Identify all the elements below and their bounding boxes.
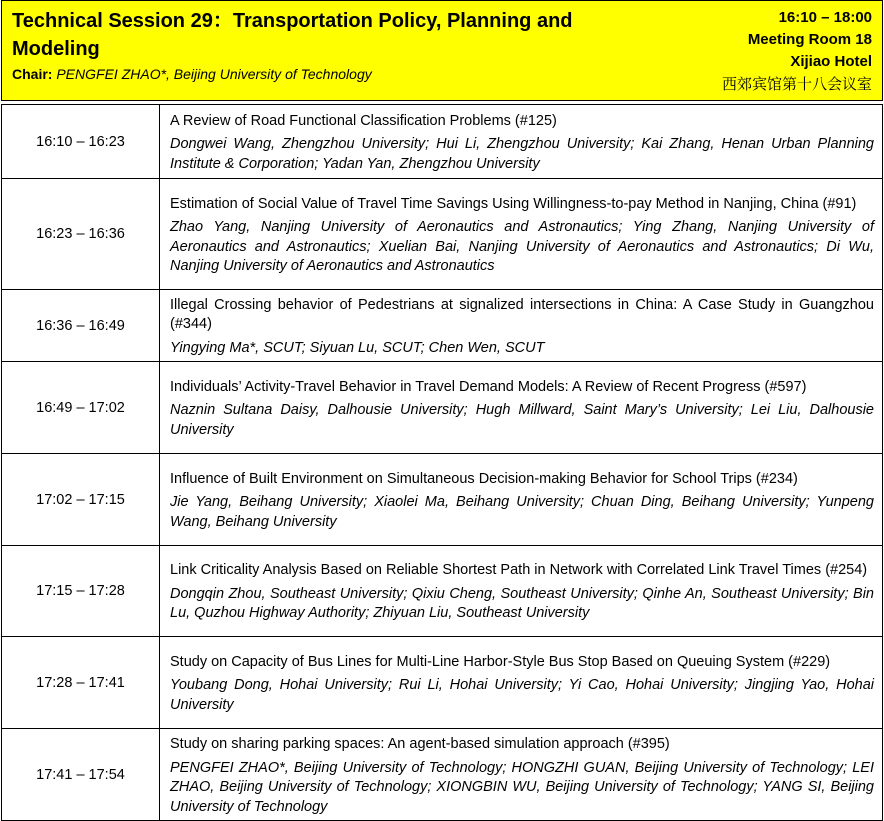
talk-time: 17:02 – 17:15 bbox=[2, 454, 160, 546]
talk-time: 16:10 – 16:23 bbox=[2, 105, 160, 179]
session-room-chinese: 西郊宾馆第十八会议室 bbox=[721, 75, 872, 93]
talk-time: 16:49 – 17:02 bbox=[2, 362, 160, 454]
talk-time: 16:23 – 16:36 bbox=[2, 179, 160, 290]
table-row bbox=[2, 290, 883, 362]
talk-cell bbox=[160, 729, 883, 821]
talk-time: 16:36 – 16:49 bbox=[2, 290, 160, 362]
talk-authors: Dongqin Zhou, Southeast University; Qixiu Cheng, Southeast University; Qinhe An, Southeast University; Bin Lu, Quzhou Highway Authority; Zhiyuan Liu, Southeast University bbox=[170, 585, 874, 622]
talk-authors: Yingying Ma*, SCUT; Siyuan Lu, SCUT; Chen Wen, SCUT bbox=[170, 339, 545, 356]
session-hotel: Xijiao Hotel bbox=[790, 53, 872, 70]
talk-authors: Naznin Sultana Daisy, Dalhousie University; Hugh Millward, Saint Mary’s University; Lei Liu, Dalhousie University bbox=[170, 402, 874, 438]
session-room: Meeting Room 18 bbox=[747, 31, 872, 48]
talk-authors: PENGFEI ZHAO*, Beijing University of Technology; HONGZHI GUAN, Beijing University of Technology; LEI ZHAO, Beijing University of Technology; XIONGBIN WU, Beijing University of Technology; YANG SI, Beijing University of Technology bbox=[170, 759, 874, 815]
table-row bbox=[2, 179, 883, 290]
session-chair bbox=[12, 65, 372, 83]
talk-cell bbox=[160, 362, 883, 454]
session-header bbox=[1, 0, 883, 101]
chair-label: Chair: bbox=[12, 66, 53, 82]
talk-authors: Dongwei Wang, Zhengzhou University; Hui Li, Zhengzhou University; Kai Zhang, Henan Urban Planning Institute & Corporation; Yadan Yan, Zhengzhou University bbox=[170, 136, 874, 172]
chair-value: PENGFEI ZHAO*, Beijing University of Technology bbox=[56, 66, 372, 82]
session-schedule bbox=[1, 0, 883, 821]
table-row bbox=[2, 546, 883, 637]
talks-table bbox=[1, 104, 883, 821]
talk-time: 17:28 – 17:41 bbox=[2, 637, 160, 729]
table-row bbox=[2, 362, 883, 454]
session-info bbox=[722, 7, 872, 95]
talk-title: Estimation of Social Value of Travel Time Savings Using Willingness-to-pay Method in Nanjing, China (#91) bbox=[170, 195, 857, 212]
talk-title: Study on sharing parking spaces: An agent-based simulation approach (#395) bbox=[170, 736, 670, 752]
talk-authors: Jie Yang, Beihang University; Xiaolei Ma, Beihang University; Chuan Ding, Beihang University; Yunpeng Wang, Beihang University bbox=[170, 494, 874, 530]
talk-time: 17:15 – 17:28 bbox=[2, 546, 160, 637]
table-row bbox=[2, 729, 883, 821]
talk-title: Influence of Built Environment on Simultaneous Decision-making Behavior for School Trips (#234) bbox=[170, 470, 798, 487]
talk-authors: Zhao Yang, Nanjing University of Aeronautics and Astronautics; Ying Zhang, Nanjing University of Aeronautics and Astronautics; Xuelian Bai, Nanjing University of Aeronautics and Astronautics; Di Wu, Nanjing University of Aeronautics and Astronautics bbox=[170, 219, 874, 274]
talk-cell bbox=[160, 290, 883, 362]
talk-cell bbox=[160, 105, 883, 179]
talk-cell bbox=[160, 179, 883, 290]
talk-authors: Youbang Dong, Hohai University; Rui Li, Hohai University; Yi Cao, Hohai University; Jingjing Yao, Hohai University bbox=[170, 677, 874, 713]
session-time: 16:10 – 18:00 bbox=[778, 9, 872, 26]
talk-cell bbox=[160, 637, 883, 729]
talk-cell bbox=[160, 454, 883, 546]
talk-title: Individuals’ Activity-Travel Behavior in Travel Demand Models: A Review of Recent Progress (#597) bbox=[170, 378, 807, 395]
talk-time: 17:41 – 17:54 bbox=[2, 729, 160, 821]
session-title: Technical Session 29：Transportation Policy, Planning and Modeling bbox=[12, 10, 573, 60]
table-row bbox=[2, 454, 883, 546]
table-row bbox=[2, 105, 883, 179]
talk-title: A Review of Road Functional Classification Problems (#125) bbox=[170, 112, 557, 129]
talk-title: Illegal Crossing behavior of Pedestrians at signalized intersections in China: A Case Study in Guangzhou (#344) bbox=[170, 296, 874, 333]
talk-cell bbox=[160, 546, 883, 637]
talk-title: Link Criticality Analysis Based on Reliable Shortest Path in Network with Correlated Link Travel Times (#254) bbox=[170, 562, 868, 579]
talk-title: Study on Capacity of Bus Lines for Multi-Line Harbor-Style Bus Stop Based on Queuing System (#229) bbox=[170, 653, 831, 670]
table-row bbox=[2, 637, 883, 729]
